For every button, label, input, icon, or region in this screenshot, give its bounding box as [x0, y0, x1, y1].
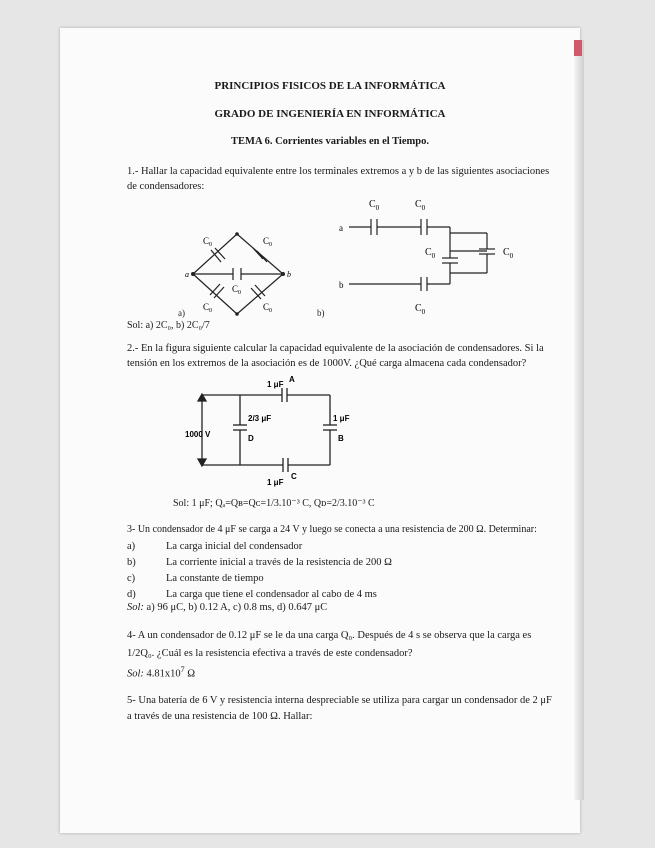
document-title: PRINCIPIOS FISICOS DE LA INFORMÁTICA [214, 80, 446, 92]
figure-1b-label: b) [317, 308, 325, 318]
cap-label-1b-5: $C_0$ [415, 303, 426, 316]
problem-3-item-a-letter: a) [127, 541, 136, 552]
page-tab-marker [574, 40, 582, 56]
problem-3-item-b-text: La corriente inicial a través de la resistencia de 200 Ω [166, 557, 392, 568]
node-a-label-1b: a [339, 223, 343, 233]
cap-label-1a-topleft: $C_0$ [203, 236, 213, 248]
problem-3-item-d-letter: d) [127, 589, 136, 600]
capD-value: 2/3 μF [248, 414, 272, 423]
cap-label-1b-3: $C_0$ [425, 247, 436, 260]
problem-3-item-d-text: La carga que tiene el condensador al cabo de 4 ms [166, 589, 377, 600]
figure-2-circuit [185, 373, 355, 488]
degree-title: GRADO DE INGENIERÍA EN INFORMÁTICA [214, 108, 446, 120]
capB-name: B [338, 434, 344, 443]
figure-1a-label: a) [178, 308, 185, 318]
problem-3-item-a-text: La carga inicial del condensador [166, 541, 303, 552]
paper-edge [574, 40, 584, 800]
problem-2-solution: Sol: 1 μF; Qₐ=Qʙ=Qᴄ=1/3.10⁻³ C, Qᴅ=2/3.10⁻³ C [173, 498, 375, 509]
problem-3-sol-text: a) 96 μC, b) 0.12 A, c) 0.8 ms, d) 0.647 μC [143, 602, 328, 613]
problem-5-line-1: 5- Una batería de 6 V y resistencia interna despreciable se utiliza para cargar un condensador de 2 μF [127, 695, 552, 706]
capC-name: C [291, 472, 297, 481]
problem-3-item-c-letter: c) [127, 573, 136, 584]
source-voltage: 1000 V [185, 430, 211, 439]
cap-label-1a-topright: $C_0$ [263, 236, 273, 248]
figure-1a-diamond-circuit [175, 222, 300, 322]
problem-4-solution [127, 665, 195, 680]
capC-value: 1 μF [267, 478, 284, 487]
cap-label-1a-bottomleft: $C_0$ [203, 302, 213, 314]
topic-title: TEMA 6. Corrientes variables en el Tiempo. [231, 136, 429, 147]
cap-label-1b-4: $C_0$ [503, 247, 514, 260]
cap-label-1b-1: $C_0$ [369, 199, 380, 212]
cap-label-1a-middle: $C_0$ [232, 284, 242, 296]
problem-3-item-b-letter: b) [127, 557, 136, 568]
problem-3-solution [127, 602, 327, 613]
problem-1-line-2: de condensadores: [127, 181, 205, 192]
problem-5-line-2: a través de una resistencia de 100 Ω. Hallar: [127, 711, 313, 722]
capA-name: A [289, 375, 295, 384]
problem-2-line-1: 2.- En la figura siguiente calcular la capacidad equivalente de la asociación de condensadores. Si la [127, 343, 544, 354]
problem-1-solution: Sol: a) 2C₀, b) 2C₀/7 [127, 320, 210, 331]
cap-label-1a-bottomright: $C_0$ [263, 302, 273, 314]
cap-label-1b-2: $C_0$ [415, 199, 426, 212]
problem-4-sol-label: Sol: [127, 668, 144, 680]
problem-4-line-1: 4- A un condensador de 0.12 μF se le da una carga Q₀. Después de 4 s se observa que la carga es [127, 630, 532, 641]
capB-value: 1 μF [333, 414, 350, 423]
capD-name: D [248, 434, 254, 443]
problem-2-line-2: tensión en los extremos de la asociación es de 1000V. ¿Qué carga almacena cada condensador? [127, 358, 527, 369]
problem-1-line-1: 1.- Hallar la capacidad equivalente entre los terminales extremos a y b de las siguientes asociaciones [127, 166, 550, 177]
node-b-label: b [287, 270, 291, 279]
node-b-label-1b: b [339, 280, 344, 290]
problem-3-line-1: 3- Un condensador de 4 μF se carga a 24 V y luego se conecta a una resistencia de 200 Ω. Determinar: [127, 524, 537, 535]
problem-4-line-2: 1/2Q₀. ¿Cuál es la resistencia efectiva a través de este condensador? [127, 648, 413, 659]
problem-4-sol-text: 4.81x10 [143, 668, 181, 680]
node-a-label: a [185, 270, 189, 279]
figure-1b-circuit [335, 193, 535, 318]
problem-3-item-c-text: La constante de tiempo [166, 573, 264, 584]
problem-4-sol-exponent: 7 [180, 665, 185, 674]
problem-4-sol-unit: Ω [184, 668, 196, 680]
capA-value: 1 μF [267, 380, 284, 389]
problem-3-sol-label: Sol: [127, 602, 144, 613]
